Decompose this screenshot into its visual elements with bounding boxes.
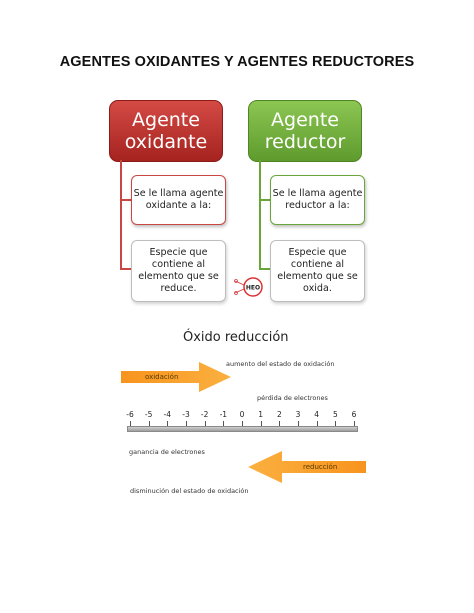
scale-tick [354,421,355,426]
reducer-definition-card [270,175,365,225]
heo-logo [233,275,265,299]
scale-tick [242,421,243,426]
oxidant-description-text: Especie que contiene al elemento que se reduce. [138,247,219,294]
scale-tick-label: 1 [258,410,264,419]
oxidant-agent-box [109,100,223,162]
scale-tick-label: 6 [351,410,357,419]
scale-tick-label: -2 [200,410,209,419]
scale-tick [223,421,224,426]
electron-gain-label: ganancia de electrones [129,448,205,456]
electron-loss-label: pérdida de electrones [257,394,328,402]
reducer-connector-branch [259,199,270,201]
reducer-description-text: Especie que contiene al elemento que se oxida. [277,247,358,294]
reducer-connector-branch [259,268,270,270]
scale-bar [127,426,358,432]
reducer-connector [259,160,261,270]
scale-tick [279,421,280,426]
oxidation-caption: aumento del estado de oxidación [226,360,335,368]
scale-tick [261,421,262,426]
scale-tick [205,421,206,426]
oxidant-connector-branch [120,199,131,201]
scale-tick-label: -5 [144,410,153,419]
reducer-definition-text: Se le llama agente reductor a la: [272,188,363,211]
scale-tick [317,421,318,426]
oxidant-definition-text: Se le llama agente oxidante a la: [133,188,224,211]
scale-tick-label: 2 [276,410,282,419]
scale-tick-label: -4 [163,410,172,419]
scale-tick-label: 5 [332,410,338,419]
scale-tick [335,421,336,426]
scale-tick-label: 0 [239,410,245,419]
reduction-caption: disminución del estado de oxidación [130,487,249,495]
scale-tick-label: 3 [295,410,301,419]
scale-tick [130,421,131,426]
scale-tick-label: -1 [219,410,228,419]
oxidation-label: oxidación [145,373,179,381]
oxidant-connector-branch [120,268,131,270]
reducer-agent-label: Agente reductor [264,109,346,153]
oxidant-agent-label: Agente oxidante [124,109,208,153]
scale-tick [186,421,187,426]
scale-tick [149,421,150,426]
scale-tick [298,421,299,426]
logo-text: HEO [245,284,261,292]
redox-title: Óxido reducción [183,330,289,345]
reducer-description-card [270,240,365,302]
scale-tick-label: -3 [182,410,190,419]
page-title: AGENTES OXIDANTES Y AGENTES REDUCTORES [59,54,415,70]
oxidant-description-card [131,240,226,302]
reducer-agent-box [248,100,362,162]
scale-tick-label: 4 [314,410,320,419]
scale-tick [167,421,168,426]
oxidant-definition-card [131,175,226,225]
reduction-label: reducción [303,463,338,471]
scale-tick-label: -6 [126,410,134,419]
oxidant-connector [120,160,122,270]
